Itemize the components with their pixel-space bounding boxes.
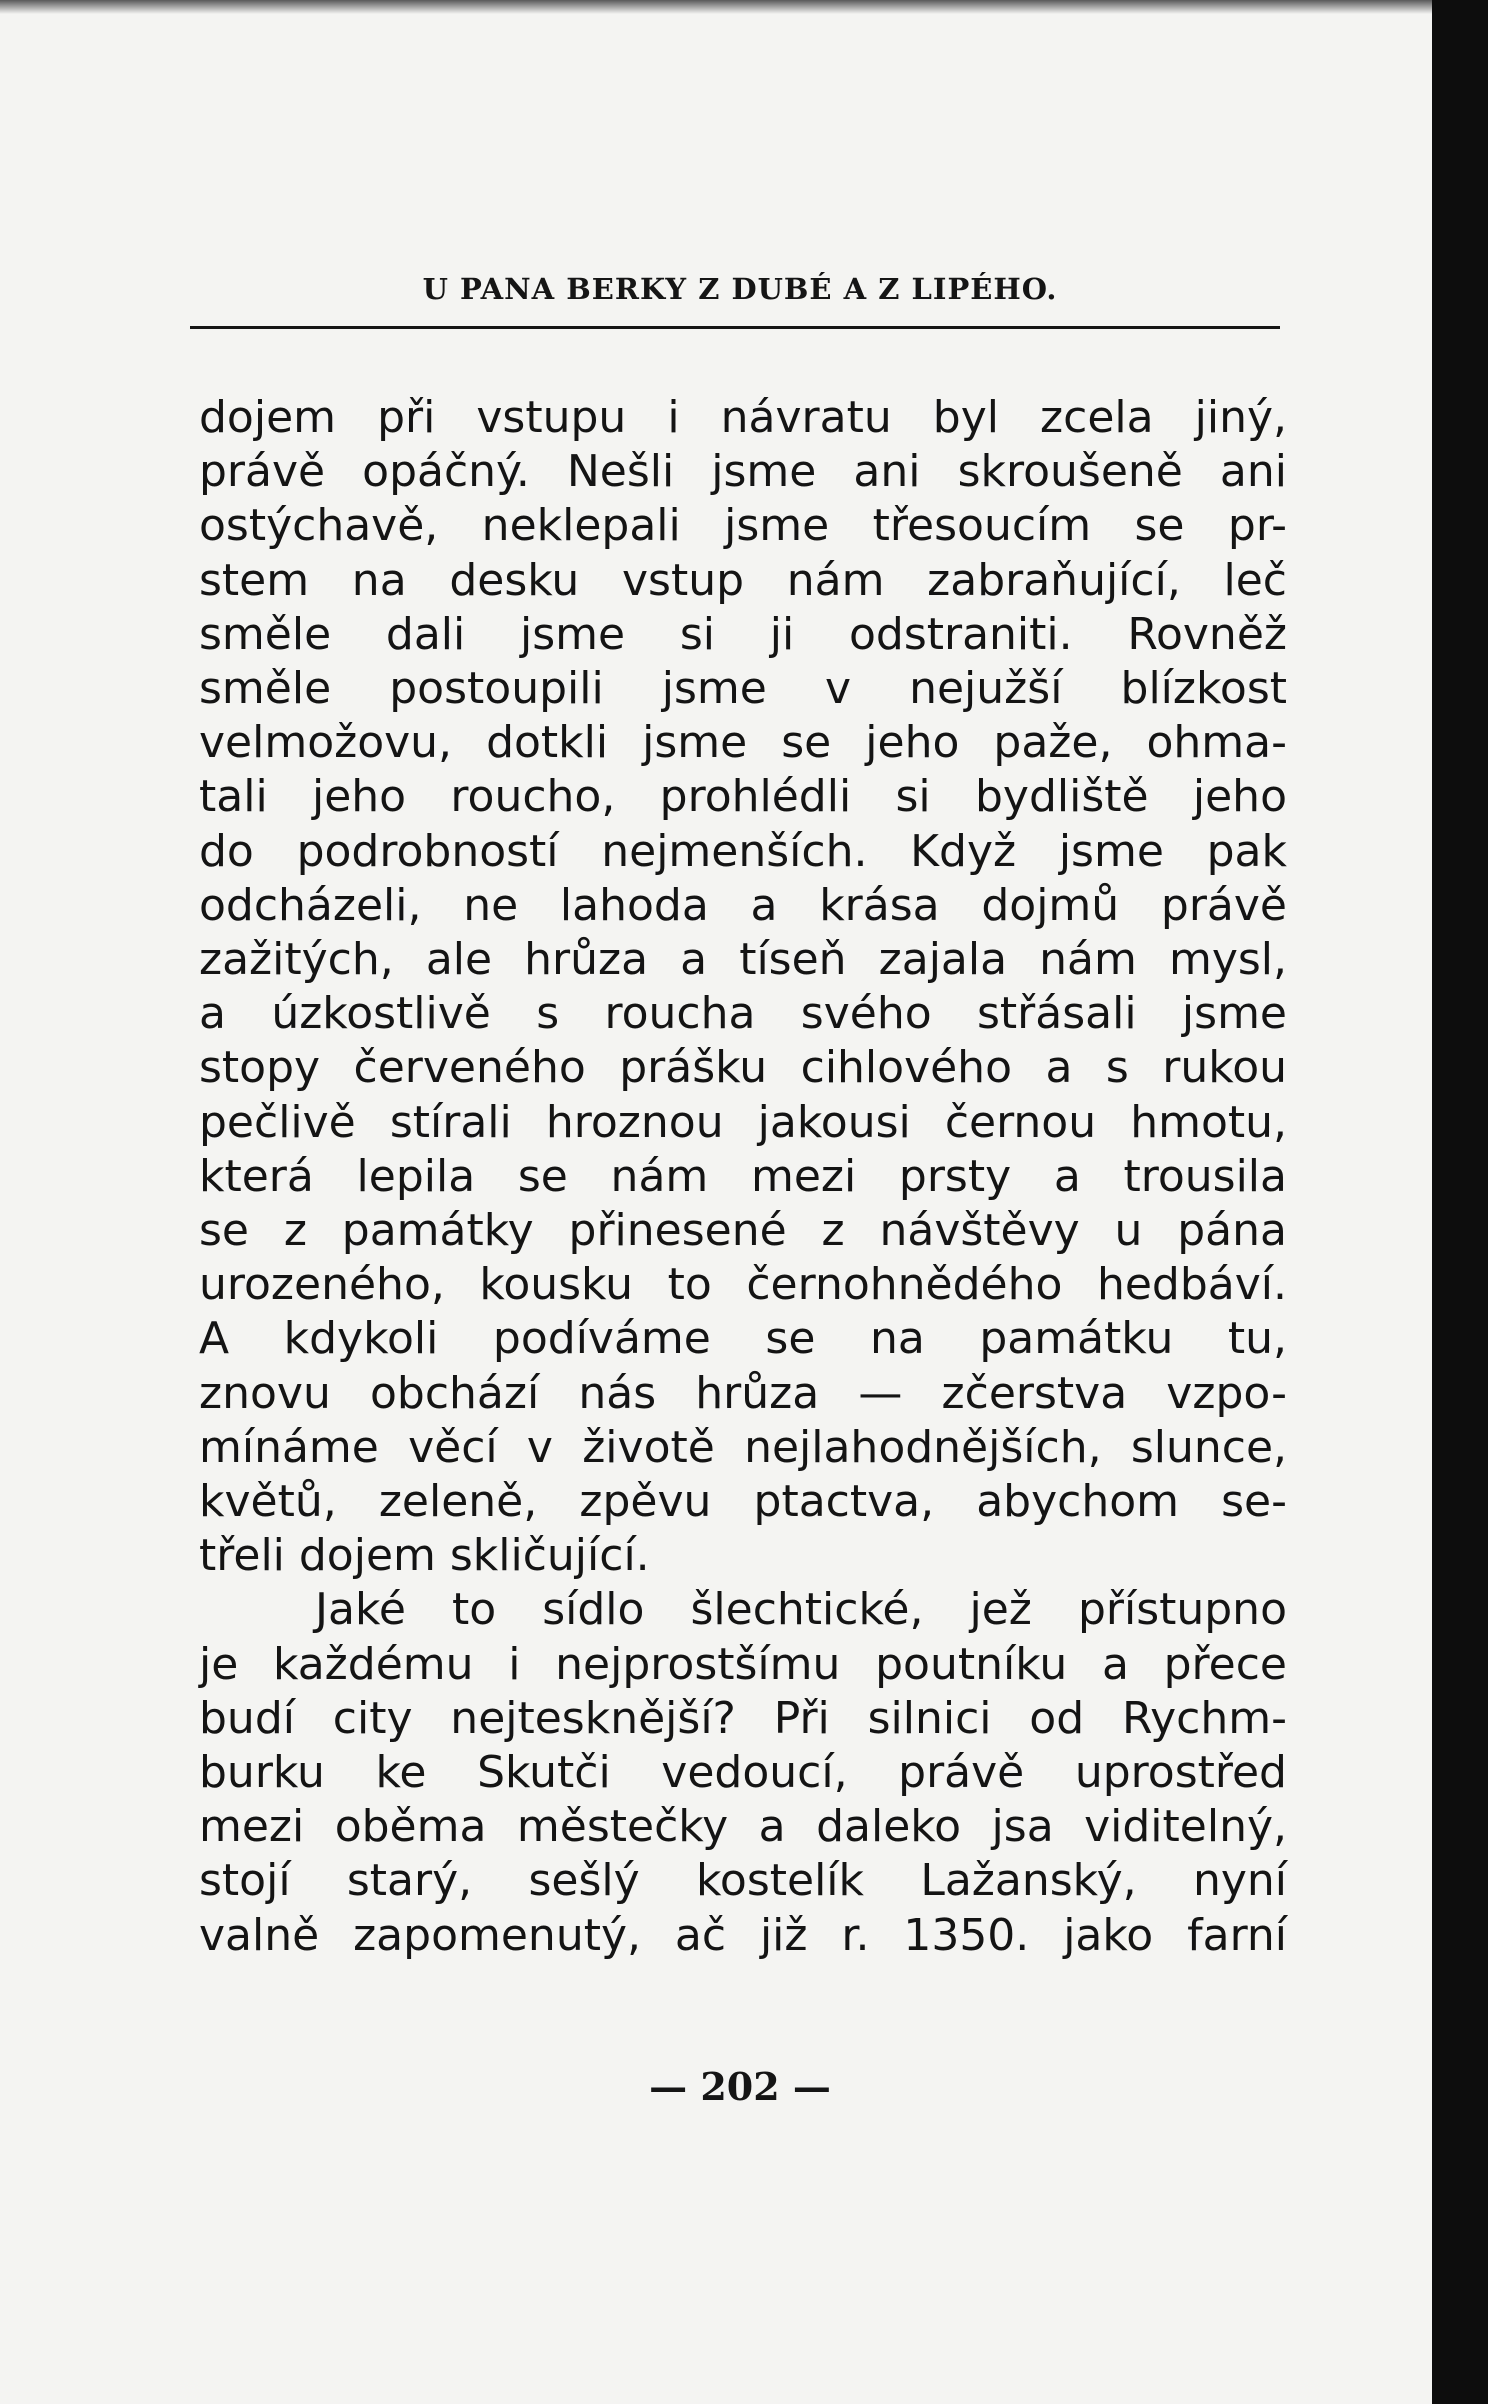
text-line: směle postoupili jsme v nejužší blízkost [199, 663, 1287, 715]
paragraph [199, 1583, 1287, 1962]
paragraph [199, 391, 1287, 1583]
text-line: je každému i nejprostšímu poutníku a přece [199, 1638, 1287, 1690]
text-line: mínáme věcí v životě nejlahodnějších, slunce, [199, 1421, 1287, 1473]
text-line: mezi oběma městečky a daleko jsa viditelný, [199, 1801, 1287, 1853]
text-line: stem na desku vstup nám zabraňující, leč [199, 554, 1287, 606]
text-line: zažitých, ale hrůza a tíseň zajala nám mysl, [199, 934, 1287, 986]
text-line: směle dali jsme si ji odstraniti. Rovněž [199, 608, 1287, 660]
text-line: která lepila se nám mezi prsty a trousila [199, 1150, 1287, 1202]
scan-right-edge [1432, 0, 1488, 2404]
page-number: — 202 — [649, 2064, 831, 2109]
text-line: budí city nejtesknější? Při silnici od Rychm- [199, 1692, 1287, 1744]
running-head: U PANA BERKY Z DUBÉ A Z LIPÉHO. [422, 272, 1058, 306]
text-line: stopy červeného prášku cihlového a s rukou [199, 1042, 1287, 1094]
text-line: a úzkostlivě s roucha svého střásali jsme [199, 988, 1287, 1040]
body-text [199, 391, 1287, 1963]
text-line: ostýchavě, neklepali jsme třesoucím se pr- [199, 500, 1287, 552]
text-line: se z památky přinesené z návštěvy u pána [199, 1205, 1287, 1257]
text-line: právě opáčný. Nešli jsme ani skroušeně ani [199, 446, 1287, 498]
header-rule [190, 326, 1280, 329]
text-line: znovu obchází nás hrůza — zčerstva vzpo- [199, 1367, 1287, 1419]
text-line: burku ke Skutči vedoucí, právě uprostřed [199, 1747, 1287, 1799]
text-line: A kdykoli podíváme se na památku tu, [199, 1313, 1287, 1365]
text-line: květů, zeleně, zpěvu ptactva, abychom se- [199, 1476, 1287, 1528]
text-line: velmožovu, dotkli jsme se jeho paže, ohma- [199, 717, 1287, 769]
text-line: odcházeli, ne lahoda a krása dojmů právě [199, 879, 1287, 931]
scan-top-edge [0, 0, 1488, 14]
text-line: do podrobností nejmenších. Když jsme pak [199, 825, 1287, 877]
text-line: dojem při vstupu i návratu byl zcela jiný, [199, 392, 1287, 443]
text-line: třeli dojem skličující. [199, 1530, 650, 1582]
text-line: stojí starý, sešlý kostelík Lažanský, nyní [199, 1855, 1287, 1907]
text-line: tali jeho roucho, prohlédli si bydliště jeho [199, 771, 1287, 823]
text-line: urozeného, kousku to černohnědého hedbáví. [199, 1259, 1287, 1311]
text-line: Jaké to sídlo šlechtické, jež přístupno [315, 1584, 1287, 1636]
text-line: valně zapomenutý, ač již r. 1350. jako farní [199, 1909, 1287, 1961]
text-line: pečlivě stírali hroznou jakousi černou hmotu, [199, 1096, 1287, 1148]
